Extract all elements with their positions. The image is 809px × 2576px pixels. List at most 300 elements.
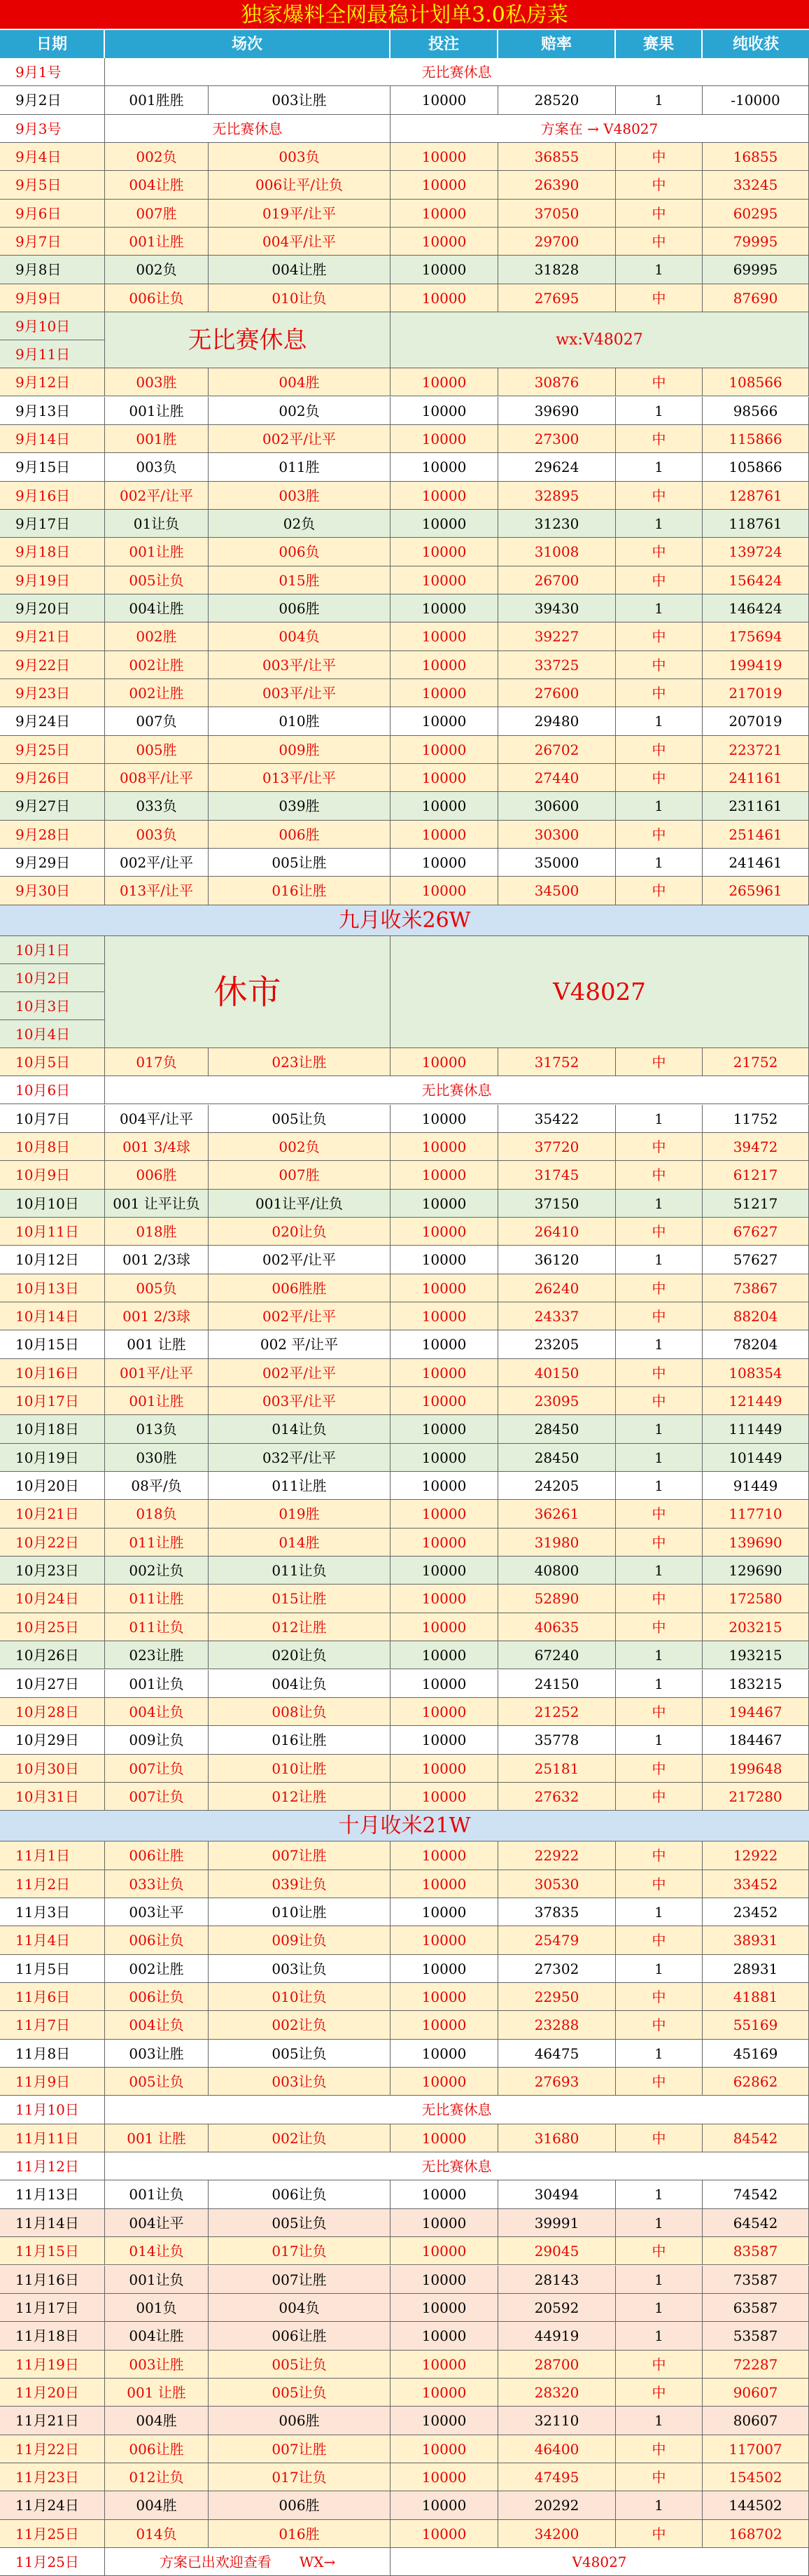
odds-cell: 21252 xyxy=(498,1698,616,1726)
match2-cell: 005让负 xyxy=(209,2351,391,2379)
bet-cell: 10000 xyxy=(391,1557,498,1585)
date-cell: 10月2日 xyxy=(0,964,105,992)
odds-cell: 35778 xyxy=(498,1726,616,1754)
net-cell: 144502 xyxy=(703,2491,809,2519)
match1-cell: 001让胜 xyxy=(105,397,209,425)
match2-cell: 005让负 xyxy=(209,1105,391,1133)
date-cell: 11月1日 xyxy=(0,1842,105,1870)
date-cell: 10月9日 xyxy=(0,1161,105,1189)
net-cell: 117007 xyxy=(703,2435,809,2463)
date-cell: 11月20日 xyxy=(0,2379,105,2407)
match2-cell: 017让负 xyxy=(209,2463,391,2491)
match2-cell: 006胜 xyxy=(209,594,391,622)
bet-cell: 10000 xyxy=(391,2294,498,2322)
match2-cell: 015让胜 xyxy=(209,1585,391,1613)
net-cell: 62862 xyxy=(703,2068,809,2096)
date-cell: 10月20日 xyxy=(0,1472,105,1500)
odds-cell: 23288 xyxy=(498,2011,616,2039)
result-cell: 中 xyxy=(616,2463,703,2491)
match1-cell: 003负 xyxy=(105,821,209,849)
bet-cell: 10000 xyxy=(391,2180,498,2208)
date-cell: 10月28日 xyxy=(0,1698,105,1726)
match2-cell: 006负 xyxy=(209,538,391,566)
match1-cell: 014负 xyxy=(105,2520,209,2548)
bet-cell: 10000 xyxy=(391,2351,498,2379)
match2-cell: 002让负 xyxy=(209,2011,391,2039)
net-cell: 64542 xyxy=(703,2209,809,2237)
date-cell: 10月11日 xyxy=(0,1218,105,1246)
date-cell: 10月3日 xyxy=(0,992,105,1020)
bet-cell: 10000 xyxy=(391,453,498,481)
net-cell: 38931 xyxy=(703,1926,809,1954)
match2-cell: 017让负 xyxy=(209,2237,391,2265)
result-cell: 中 xyxy=(616,1842,703,1870)
net-cell: 28931 xyxy=(703,1955,809,1983)
result-cell: 1 xyxy=(616,849,703,877)
result-cell: 中 xyxy=(616,622,703,650)
match1-cell: 001让胜 xyxy=(105,538,209,566)
match2-cell: 010让负 xyxy=(209,284,391,312)
net-cell: 265961 xyxy=(703,877,809,905)
odds-cell: 31828 xyxy=(498,256,616,284)
result-cell: 中 xyxy=(616,1755,703,1783)
match1-cell: 030胜 xyxy=(105,1444,209,1472)
header-date: 日期 xyxy=(0,30,105,58)
match1-cell: 018胜 xyxy=(105,1218,209,1246)
result-cell: 中 xyxy=(616,1218,703,1246)
date-cell: 11月18日 xyxy=(0,2322,105,2350)
bet-cell: 10000 xyxy=(391,622,498,650)
odds-cell: 28520 xyxy=(498,86,616,114)
net-cell: 207019 xyxy=(703,707,809,735)
result-cell: 中 xyxy=(616,1500,703,1528)
odds-cell: 40635 xyxy=(498,1613,616,1641)
match1-cell: 004让平 xyxy=(105,2209,209,2237)
net-cell: 117710 xyxy=(703,1500,809,1528)
date-cell: 9月21日 xyxy=(0,622,105,650)
net-cell: 156424 xyxy=(703,566,809,594)
match1-cell: 002让胜 xyxy=(105,1955,209,1983)
bet-cell: 10000 xyxy=(391,594,498,622)
net-cell: 251461 xyxy=(703,821,809,849)
bet-cell: 10000 xyxy=(391,86,498,114)
date-cell: 11月6日 xyxy=(0,1983,105,2011)
bet-cell: 10000 xyxy=(391,566,498,594)
bet-cell: 10000 xyxy=(391,284,498,312)
odds-cell: 35000 xyxy=(498,849,616,877)
match1-cell: 001胜 xyxy=(105,425,209,453)
result-cell: 中 xyxy=(616,1302,703,1330)
net-cell: 184467 xyxy=(703,1726,809,1754)
result-cell: 1 xyxy=(616,2266,703,2294)
date-cell: 10月22日 xyxy=(0,1529,105,1557)
bet-cell: 10000 xyxy=(391,2011,498,2039)
odds-cell: 20592 xyxy=(498,2294,616,2322)
result-cell: 中 xyxy=(616,2011,703,2039)
date-cell: 10月19日 xyxy=(0,1444,105,1472)
match1-cell: 001 让平让负 xyxy=(105,1190,209,1218)
result-cell: 中 xyxy=(616,877,703,905)
bet-cell: 10000 xyxy=(391,679,498,707)
match2-cell: 004让胜 xyxy=(209,256,391,284)
bet-cell: 10000 xyxy=(391,1955,498,1983)
result-cell: 中 xyxy=(616,1048,703,1076)
bet-cell: 10000 xyxy=(391,1726,498,1754)
match1-cell: 002平/让平 xyxy=(105,849,209,877)
net-cell: 23452 xyxy=(703,1898,809,1926)
date-cell: 10月23日 xyxy=(0,1557,105,1585)
match1-cell: 006让负 xyxy=(105,1926,209,1954)
odds-cell: 27695 xyxy=(498,284,616,312)
match1-cell: 033负 xyxy=(105,792,209,820)
match1-cell: 004胜 xyxy=(105,2407,209,2435)
match2-cell: 003平/让平 xyxy=(209,679,391,707)
bet-cell: 10000 xyxy=(391,821,498,849)
date-cell: 11月22日 xyxy=(0,2435,105,2463)
odds-cell: 33725 xyxy=(498,651,616,679)
net-cell: 199648 xyxy=(703,1755,809,1783)
header-matches: 场次 xyxy=(105,30,391,58)
split-left-note: 无比赛休息 xyxy=(105,115,391,143)
date-cell: 11月16日 xyxy=(0,2266,105,2294)
odds-cell: 29045 xyxy=(498,2237,616,2265)
date-cell: 9月18日 xyxy=(0,538,105,566)
odds-cell: 31008 xyxy=(498,538,616,566)
odds-cell: 36855 xyxy=(498,143,616,171)
date-cell: 10月16日 xyxy=(0,1359,105,1387)
date-cell: 10月25日 xyxy=(0,1613,105,1641)
net-cell: 11752 xyxy=(703,1105,809,1133)
net-cell: 83587 xyxy=(703,2237,809,2265)
match2-cell: 006胜 xyxy=(209,2491,391,2519)
odds-cell: 34200 xyxy=(498,2520,616,2548)
odds-cell: 24337 xyxy=(498,1302,616,1330)
date-cell: 9月7日 xyxy=(0,228,105,256)
match2-cell: 020让负 xyxy=(209,1641,391,1669)
bet-cell: 10000 xyxy=(391,2068,498,2096)
bet-cell: 10000 xyxy=(391,792,498,820)
odds-cell: 20292 xyxy=(498,2491,616,2519)
result-cell: 中 xyxy=(616,2124,703,2152)
match1-cell: 001负 xyxy=(105,2294,209,2322)
result-cell: 中 xyxy=(616,368,703,396)
net-cell: 183215 xyxy=(703,1670,809,1698)
date-cell: 9月22日 xyxy=(0,651,105,679)
date-cell: 10月14日 xyxy=(0,1302,105,1330)
odds-cell: 36261 xyxy=(498,1500,616,1528)
date-cell: 11月4日 xyxy=(0,1926,105,1954)
odds-cell: 30300 xyxy=(498,821,616,849)
match2-cell: 002负 xyxy=(209,397,391,425)
match1-cell: 007胜 xyxy=(105,200,209,228)
match1-cell: 002胜 xyxy=(105,622,209,650)
result-cell: 1 xyxy=(616,1557,703,1585)
net-cell: 53587 xyxy=(703,2322,809,2350)
date-cell: 11月25日 xyxy=(0,2520,105,2548)
date-cell: 9月30日 xyxy=(0,877,105,905)
match2-cell: 010让负 xyxy=(209,1983,391,2011)
match1-cell: 013负 xyxy=(105,1415,209,1443)
result-cell: 中 xyxy=(616,679,703,707)
net-cell: 121449 xyxy=(703,1387,809,1415)
match2-cell: 007让胜 xyxy=(209,2266,391,2294)
net-cell: 128761 xyxy=(703,482,809,510)
rest-day-note: 无比赛休息 xyxy=(105,2152,809,2180)
odds-cell: 27693 xyxy=(498,2068,616,2096)
match1-cell: 002负 xyxy=(105,143,209,171)
odds-cell: 28450 xyxy=(498,1415,616,1443)
date-cell: 11月19日 xyxy=(0,2351,105,2379)
bet-cell: 10000 xyxy=(391,256,498,284)
match1-cell: 004胜 xyxy=(105,2491,209,2519)
odds-cell: 37150 xyxy=(498,1190,616,1218)
bet-cell: 10000 xyxy=(391,2322,498,2350)
result-cell: 1 xyxy=(616,2322,703,2350)
match1-cell: 003让平 xyxy=(105,1898,209,1926)
match1-cell: 001让胜 xyxy=(105,1387,209,1415)
match1-cell: 002负 xyxy=(105,256,209,284)
odds-cell: 30494 xyxy=(498,2180,616,2208)
net-cell: 90607 xyxy=(703,2379,809,2407)
match1-cell: 011让负 xyxy=(105,1613,209,1641)
date-cell: 9月16日 xyxy=(0,482,105,510)
date-cell: 9月1号 xyxy=(0,58,105,86)
bet-cell: 10000 xyxy=(391,425,498,453)
bet-cell: 10000 xyxy=(391,1133,498,1161)
odds-cell: 31680 xyxy=(498,2124,616,2152)
bet-cell: 10000 xyxy=(391,764,498,792)
match2-cell: 003平/让平 xyxy=(209,651,391,679)
match2-cell: 006让平/让负 xyxy=(209,171,391,199)
bet-cell: 10000 xyxy=(391,1161,498,1189)
net-cell: 168702 xyxy=(703,2520,809,2548)
match1-cell: 009让负 xyxy=(105,1726,209,1754)
result-cell: 1 xyxy=(616,707,703,735)
rest-day-note: 无比赛休息 xyxy=(105,2096,809,2124)
match2-cell: 010让胜 xyxy=(209,1755,391,1783)
header-odds: 赔率 xyxy=(498,30,616,58)
net-cell: 41881 xyxy=(703,1983,809,2011)
result-cell: 中 xyxy=(616,1926,703,1954)
result-cell: 中 xyxy=(616,1133,703,1161)
net-cell: 73867 xyxy=(703,1274,809,1302)
net-cell: 217019 xyxy=(703,679,809,707)
match2-cell: 023让胜 xyxy=(209,1048,391,1076)
bet-cell: 10000 xyxy=(391,2435,498,2463)
bet-cell: 10000 xyxy=(391,1898,498,1926)
odds-cell: 24150 xyxy=(498,1670,616,1698)
net-cell: 80607 xyxy=(703,2407,809,2435)
bet-cell: 10000 xyxy=(391,2491,498,2519)
rest-day-note: 无比赛休息 xyxy=(105,1076,809,1104)
result-cell: 中 xyxy=(616,538,703,566)
match2-cell: 004负 xyxy=(209,2294,391,2322)
odds-cell: 26700 xyxy=(498,566,616,594)
match1-cell: 033让负 xyxy=(105,1870,209,1898)
odds-cell: 32110 xyxy=(498,2407,616,2435)
bet-cell: 10000 xyxy=(391,1330,498,1358)
match1-cell: 002让负 xyxy=(105,1557,209,1585)
net-cell: 69995 xyxy=(703,256,809,284)
bet-cell: 10000 xyxy=(391,1246,498,1274)
match2-cell: 004让负 xyxy=(209,1670,391,1698)
date-cell: 11月17日 xyxy=(0,2294,105,2322)
odds-cell: 46475 xyxy=(498,2040,616,2068)
bet-cell: 10000 xyxy=(391,1218,498,1246)
match1-cell: 006胜 xyxy=(105,1161,209,1189)
result-cell: 中 xyxy=(616,200,703,228)
result-cell: 1 xyxy=(616,1330,703,1358)
header-result: 赛果 xyxy=(616,30,703,58)
date-cell: 10月10日 xyxy=(0,1190,105,1218)
split-right-note: 方案在 → V48027 xyxy=(391,115,809,143)
match1-cell: 012让负 xyxy=(105,2463,209,2491)
bet-cell: 10000 xyxy=(391,1870,498,1898)
date-cell: 11月11日 xyxy=(0,2124,105,2152)
match1-cell: 001 2/3球 xyxy=(105,1246,209,1274)
bet-cell: 10000 xyxy=(391,2266,498,2294)
date-cell: 10月5日 xyxy=(0,1048,105,1076)
result-cell: 1 xyxy=(616,2294,703,2322)
match2-cell: 006胜 xyxy=(209,821,391,849)
match2-cell: 007让胜 xyxy=(209,2435,391,2463)
odds-cell: 22950 xyxy=(498,1983,616,2011)
odds-cell: 39690 xyxy=(498,397,616,425)
match1-cell: 006让胜 xyxy=(105,2435,209,2463)
odds-cell: 36120 xyxy=(498,1246,616,1274)
odds-cell: 24205 xyxy=(498,1472,616,1500)
match1-cell: 08平/负 xyxy=(105,1472,209,1500)
result-cell: 中 xyxy=(616,651,703,679)
net-cell: 84542 xyxy=(703,2124,809,2152)
net-cell: 231161 xyxy=(703,792,809,820)
match1-cell: 001让负 xyxy=(105,2180,209,2208)
date-cell: 9月24日 xyxy=(0,707,105,735)
net-cell: 51217 xyxy=(703,1190,809,1218)
date-cell: 11月10日 xyxy=(0,2096,105,2124)
rest-day-note: 无比赛休息 xyxy=(105,58,809,86)
match1-cell: 005让负 xyxy=(105,566,209,594)
result-cell: 中 xyxy=(616,2237,703,2265)
net-cell: 139724 xyxy=(703,538,809,566)
net-cell: 12922 xyxy=(703,1842,809,1870)
match1-cell: 002平/让平 xyxy=(105,482,209,510)
date-cell: 11月12日 xyxy=(0,2152,105,2180)
match1-cell: 006让胜 xyxy=(105,1842,209,1870)
match2-cell: 002负 xyxy=(209,1133,391,1161)
bet-cell: 10000 xyxy=(391,1387,498,1415)
match1-cell: 001让负 xyxy=(105,1670,209,1698)
net-cell: 61217 xyxy=(703,1161,809,1189)
odds-cell: 37050 xyxy=(498,200,616,228)
bet-cell: 10000 xyxy=(391,1415,498,1443)
bet-cell: 10000 xyxy=(391,1529,498,1557)
odds-cell: 31230 xyxy=(498,510,616,538)
net-cell: -10000 xyxy=(703,86,809,114)
match1-cell: 006让负 xyxy=(105,1983,209,2011)
net-cell: 33245 xyxy=(703,171,809,199)
match2-cell: 006让负 xyxy=(209,2180,391,2208)
date-cell: 10月29日 xyxy=(0,1726,105,1754)
match1-cell: 013平/让平 xyxy=(105,877,209,905)
result-cell: 1 xyxy=(616,792,703,820)
match1-cell: 003负 xyxy=(105,453,209,481)
match2-cell: 011让负 xyxy=(209,1557,391,1585)
result-cell: 1 xyxy=(616,1105,703,1133)
match2-cell: 005让负 xyxy=(209,2209,391,2237)
result-cell: 中 xyxy=(616,171,703,199)
net-cell: 175694 xyxy=(703,622,809,650)
header-net: 纯收获 xyxy=(732,35,779,53)
result-cell: 中 xyxy=(616,1698,703,1726)
result-cell: 中 xyxy=(616,1613,703,1641)
net-cell: 45169 xyxy=(703,2040,809,2068)
bet-cell: 10000 xyxy=(391,1444,498,1472)
odds-cell: 29700 xyxy=(498,228,616,256)
bet-cell: 10000 xyxy=(391,707,498,735)
bet-cell: 10000 xyxy=(391,1755,498,1783)
date-cell: 9月11日 xyxy=(0,340,105,368)
net-cell: 194467 xyxy=(703,1698,809,1726)
match2-cell: 039让负 xyxy=(209,1870,391,1898)
odds-cell: 34500 xyxy=(498,877,616,905)
match1-cell: 001 3/4球 xyxy=(105,1133,209,1161)
result-cell: 中 xyxy=(616,284,703,312)
bet-cell: 10000 xyxy=(391,2463,498,2491)
date-cell: 9月14日 xyxy=(0,425,105,453)
net-cell: 129690 xyxy=(703,1557,809,1585)
net-cell: 91449 xyxy=(703,1472,809,1500)
result-cell: 1 xyxy=(616,453,703,481)
date-cell: 9月4日 xyxy=(0,143,105,171)
odds-cell: 25181 xyxy=(498,1755,616,1783)
odds-cell: 28700 xyxy=(498,2351,616,2379)
date-cell: 10月15日 xyxy=(0,1330,105,1358)
match1-cell: 001让负 xyxy=(105,2266,209,2294)
date-cell: 11月3日 xyxy=(0,1898,105,1926)
date-cell: 9月12日 xyxy=(0,368,105,396)
bet-cell: 10000 xyxy=(391,849,498,877)
net-cell: 74542 xyxy=(703,2180,809,2208)
date-cell: 9月19日 xyxy=(0,566,105,594)
result-cell: 1 xyxy=(616,1472,703,1500)
match2-cell: 011让胜 xyxy=(209,1472,391,1500)
odds-cell: 27600 xyxy=(498,679,616,707)
match2-cell: 005让负 xyxy=(209,2040,391,2068)
date-cell: 10月1日 xyxy=(0,936,105,964)
net-cell: 241161 xyxy=(703,764,809,792)
net-cell: 79995 xyxy=(703,228,809,256)
match2-cell: 004负 xyxy=(209,622,391,650)
bet-cell: 10000 xyxy=(391,2209,498,2237)
merged-right-note: wx:V48027 xyxy=(391,312,809,368)
result-cell: 中 xyxy=(616,1585,703,1613)
match1-cell: 004让胜 xyxy=(105,594,209,622)
result-cell: 中 xyxy=(616,1387,703,1415)
match2-cell: 012让胜 xyxy=(209,1783,391,1811)
match2-cell: 010让胜 xyxy=(209,1898,391,1926)
match2-cell: 012让胜 xyxy=(209,1613,391,1641)
result-cell: 中 xyxy=(616,2520,703,2548)
date-cell: 10月31日 xyxy=(0,1783,105,1811)
odds-cell: 26240 xyxy=(498,1274,616,1302)
net-cell: 154502 xyxy=(703,2463,809,2491)
net-cell: 73587 xyxy=(703,2266,809,2294)
match2-cell: 003负 xyxy=(209,143,391,171)
date-cell: 9月13日 xyxy=(0,397,105,425)
date-cell: 9月5日 xyxy=(0,171,105,199)
match1-cell: 011让胜 xyxy=(105,1529,209,1557)
